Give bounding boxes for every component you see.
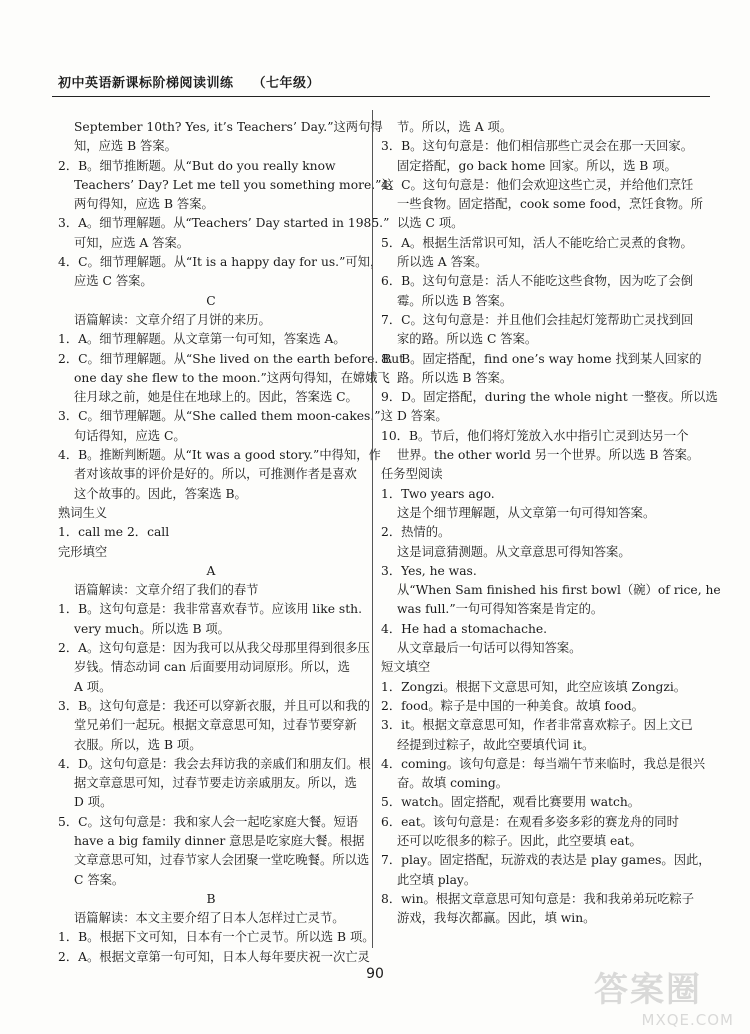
grade-label: （七年级）: [252, 76, 321, 91]
page-number: 90: [366, 966, 384, 982]
text-line: 经提到过粽子，故此空要填代词 it。: [397, 737, 595, 752]
text-line: 3．Yes, he was.: [381, 563, 477, 578]
text-line: 游戏，我每次都赢。因此，填 win。: [397, 911, 596, 926]
text-line: 5．watch。固定搭配，观看比赛要用 watch。: [381, 795, 641, 810]
text-line: 岁钱。情态动词 can 后面要用动词原形。所以，选: [74, 660, 350, 675]
text-line: 1．Two years ago.: [381, 486, 495, 501]
text-line: 霉。所以选 B 答案。: [397, 293, 513, 308]
text-line: 4．C。细节理解题。从“It is a happy day for us.”可知，: [58, 255, 383, 270]
text-line: 一些食物。固定搭配，cook some food，烹饪食物。所: [397, 197, 703, 212]
text-line: 堂兄弟们一起玩。根据文章意思可知，过春节要穿新: [74, 718, 357, 733]
text-line: 这是词意猜测题。从文章意思可得知答案。: [397, 544, 631, 559]
text-line: very much。所以选 B 项。: [74, 621, 230, 636]
text-line: B: [206, 891, 216, 906]
text-line: D 答案。: [397, 409, 448, 424]
text-line: 5．A。根据生活常识可知，活人不能吃给亡灵煮的食物。: [381, 235, 693, 250]
text-line: 4．B。推断判断题。从“It was a good story.”中得知，作: [58, 448, 381, 463]
text-line: 1．A。细节理解题。从文章第一句可知，答案选 A。: [58, 332, 346, 347]
text-line: 3．A。细节理解题。从“Teachers’ Day started in 1985.”: [58, 216, 390, 231]
text-line: 6．eat。该句句意是：在观看多姿多彩的赛龙舟的同时: [381, 814, 679, 829]
text-line: 4．coming。该句句意是：每当端午节来临时，我总是很兴: [381, 756, 706, 771]
text-line: 1．B。根据下文可知，日本有一个亡灵节。所以选 B 项。: [58, 930, 375, 945]
text-line: 1．Zongzi。根据下文意思可知，此空应该填 Zongzi。: [381, 679, 687, 694]
text-line: C: [206, 293, 216, 308]
text-line: D 项。: [74, 795, 113, 810]
text-line: 这个故事的。因此，答案选 B。: [74, 486, 247, 501]
text-line: 应选 C 答案。: [74, 274, 153, 289]
text-line: 10．B。节后，他们将灯笼放入水中指引亡灵到达另一个: [381, 428, 689, 443]
text-line: 5．C。这句句意是：我和家人会一起吃家庭大餐。短语: [58, 814, 359, 829]
text-line: have a big family dinner 意思是吃家庭大餐。根据: [74, 833, 365, 848]
text-line: 3．B。这句句意是：他们相信那些亡灵会在那一天回家。: [381, 139, 693, 154]
text-line: 知，应选 B 答案。: [74, 139, 177, 154]
text-line: 从文章最后一句话可以得知答案。: [397, 641, 582, 656]
watermark-domain: MXQE.COM: [641, 1011, 734, 1029]
text-line: 8．win。根据文章意思可知句意是：我和我弟弟玩吃粽子: [381, 891, 695, 906]
text-line: 所以选 A 答案。: [397, 255, 488, 270]
text-line: one day she flew to the moon.”这两句得知，在嫦娥飞: [74, 370, 390, 385]
text-line: 语篇解读：文章介绍了月饼的来历。: [74, 312, 271, 327]
column-divider: [372, 110, 373, 948]
text-line: 7．play。固定搭配，玩游戏的表达是 play games。因此，: [381, 853, 711, 868]
book-title: 初中英语新课标阶梯阅读训练: [58, 76, 234, 91]
text-line: 7．C。这句句意是：并且他们会挂起灯笼帮助亡灵找到回: [381, 312, 694, 327]
text-line: A 项。: [74, 679, 112, 694]
text-line: 2．A。这句句意是：因为我可以从我父母那里得到很多压: [58, 641, 370, 656]
text-line: 9．D。固定搭配，during the whole night 一整夜。所以选: [381, 390, 718, 405]
text-line: 2．热情的。: [381, 525, 451, 540]
text-line: 世界。the other world 另一个世界。所以选 B 答案。: [397, 448, 700, 463]
text-line: 3．B。这句句意是：我还可以穿新衣服，并且可以和我的: [58, 698, 370, 713]
text-line: 1．call me 2．call: [58, 525, 170, 540]
text-line: 文章意思可知，过春节家人会团聚一堂吃晚餐。所以选: [74, 853, 370, 868]
text-line: 3．it。根据文章意思可知，作者非常喜欢粽子。因上文已: [381, 718, 693, 733]
text-line: C 答案。: [74, 872, 125, 887]
text-line: 两句得知，应选 B 答案。: [74, 197, 214, 212]
text-line: 节。所以，选 A 项。: [397, 120, 513, 134]
text-line: 往月球之前，她是住在地球上的。因此，答案选 C。: [74, 390, 358, 405]
text-line: 奋。故填 coming。: [397, 776, 509, 791]
text-line: 可知，应选 A 答案。: [74, 235, 190, 250]
text-line: 短文填空: [381, 660, 431, 675]
text-line: 此空填 play。: [397, 872, 477, 887]
text-line: 语篇解读：文章介绍了我们的春节: [74, 583, 259, 598]
text-line: 2．food。粽子是中国的一种美食。故填 food。: [381, 698, 644, 713]
text-line: September 10th? Yes, it’s Teachers’ Day.”这两句得: [74, 120, 383, 134]
text-line: 4．D。这句句意是：我会去拜访我的亲戚们和朋友们。根: [58, 756, 371, 771]
text-line: 4．C。这句句意是：他们会欢迎这些亡灵，并给他们烹饪: [381, 177, 694, 192]
text-line: was full.”一句可得知答案是肯定的。: [397, 602, 604, 617]
text-line: 2．C。细节理解题。从“She lived on the earth before. But: [58, 351, 405, 366]
text-line: 6．B。这句句意是：活人不能吃这些食物，因为吃了会倒: [381, 274, 693, 289]
watermark-text: 答案圈: [594, 970, 702, 1010]
left-column: [58, 118, 405, 967]
text-line: 衣服。所以，选 B 项。: [74, 737, 202, 752]
text-line: 2．A。根据文章第一句可知，日本人每年要庆祝一次亡灵: [58, 949, 370, 964]
text-line: 2．B。细节推断题。从“But do you really know: [58, 158, 336, 173]
text-line: 8．B。固定搭配，find one’s way home 找到某人回家的: [381, 351, 702, 366]
text-line: 1．B。这句句意是：我非常喜欢春节。应该用 like sth.: [58, 602, 362, 617]
text-line: 熟词生义: [58, 505, 108, 520]
text-line: 任务型阅读: [381, 467, 443, 482]
text-line: 语篇解读：本文主要介绍了日本人怎样过亡灵节。: [74, 911, 345, 926]
right-column: [381, 118, 721, 928]
text-line: 3．C。细节理解题。从“She called them moon-cakes.”这: [58, 409, 393, 424]
text-line: 句话得知，应选 C。: [74, 428, 186, 443]
text-line: 据文章意思可知，过春节要走访亲戚朋友。所以，选: [74, 776, 357, 791]
text-line: 者对该故事的评价是好的。所以，可推测作者是喜欢: [74, 467, 357, 482]
text-line: A: [206, 563, 216, 578]
text-line: Teachers’ Day? Let me tell you something more.”这: [74, 177, 394, 192]
text-line: 从“When Sam finished his first bowl（碗）of rice, he: [397, 583, 721, 598]
text-line: 家的路。所以选 C 答案。: [397, 332, 538, 347]
text-line: 完形填空: [58, 544, 108, 559]
text-line: 以选 C 项。: [397, 216, 464, 231]
text-line: 4．He had a stomachache.: [381, 621, 548, 636]
running-header: [58, 72, 320, 91]
header-rule: [52, 96, 710, 97]
text-line: 还可以吃很多的粽子。因此，此空要填 eat。: [397, 833, 642, 848]
text-line: 这是个细节理解题，从文章第一句可得知答案。: [397, 505, 656, 520]
text-line: 路。所以选 B 答案。: [397, 370, 513, 385]
text-line: 固定搭配，go back home 回家。所以，选 B 项。: [397, 158, 677, 173]
watermark-logo: [594, 962, 734, 1029]
